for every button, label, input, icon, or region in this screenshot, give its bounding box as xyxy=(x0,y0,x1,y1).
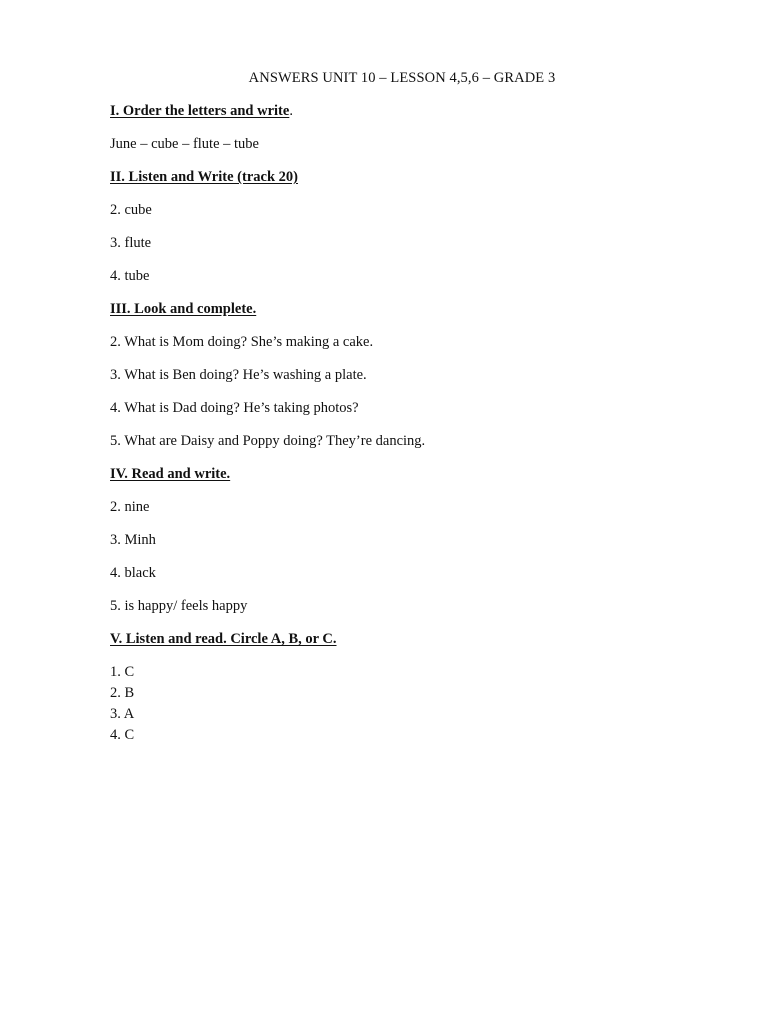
section-5-answer: 3. A xyxy=(110,706,135,722)
section-3-heading: III. Look and complete. xyxy=(110,301,257,317)
section-3-answer: 3. What is Ben doing? He’s washing a plate. xyxy=(110,367,367,383)
section-3-answer: 2. What is Mom doing? She’s making a cake. xyxy=(110,334,374,350)
section-4-heading: IV. Read and write. xyxy=(110,466,231,482)
section-2-heading: II. Listen and Write (track 20) xyxy=(110,169,298,185)
section-4-answer: 5. is happy/ feels happy xyxy=(110,598,248,614)
section-5-answer: 4. C xyxy=(110,727,135,743)
section-5-heading: V. Listen and read. Circle A, B, or C. xyxy=(110,631,337,647)
section-4-answer: 2. nine xyxy=(110,499,150,515)
section-5-answer: 1. C xyxy=(110,664,135,680)
section-4-answer: 3. Minh xyxy=(110,532,156,548)
section-4-answer: 4. black xyxy=(110,565,156,581)
section-2-answer: 4. tube xyxy=(110,268,150,284)
section-2-answer: 3. flute xyxy=(110,235,152,251)
section-1-heading-suffix: . xyxy=(289,103,293,119)
section-1-heading-text: I. Order the letters and write xyxy=(110,103,290,119)
section-3-answer: 5. What are Daisy and Poppy doing? They’re dancing. xyxy=(110,433,426,449)
section-3-answer: 4. What is Dad doing? He’s taking photos? xyxy=(110,400,359,416)
document-title: ANSWERS UNIT 10 – LESSON 4,5,6 – GRADE 3 xyxy=(248,70,556,86)
section-1-answer: June – cube – flute – tube xyxy=(110,136,259,152)
section-1-heading xyxy=(110,102,293,120)
section-2-answer: 2. cube xyxy=(110,202,152,218)
section-5-answer: 2. B xyxy=(110,685,135,701)
